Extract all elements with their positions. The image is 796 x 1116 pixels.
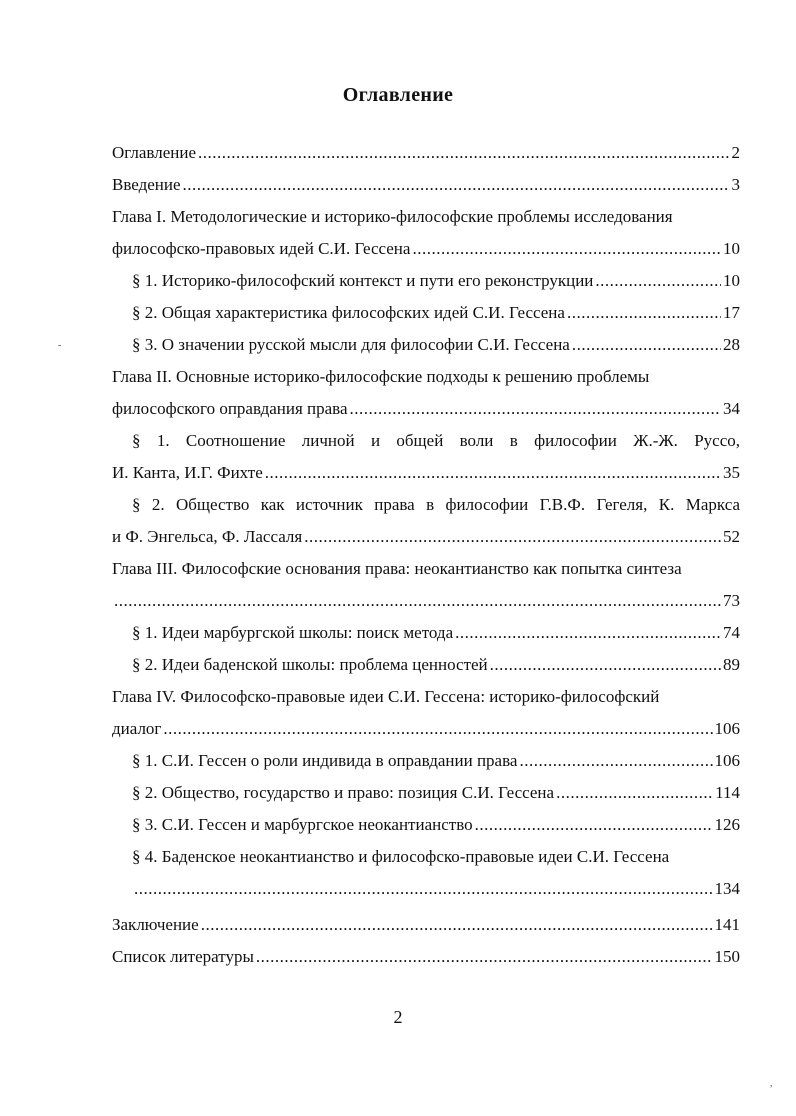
- toc-entry[interactable]: [112, 238, 740, 260]
- toc-label: § 1. Историко-философский контекст и пути его реконструкции: [132, 271, 594, 290]
- toc-page: 134: [714, 879, 740, 898]
- toc-entry[interactable]: [132, 814, 740, 836]
- toc-label: § 2. Общество, государство и право: позиция С.И. Гессена: [132, 783, 555, 802]
- toc-leader: [256, 946, 713, 968]
- toc-leader: [455, 622, 721, 644]
- toc-leader: [475, 814, 713, 836]
- toc-entry-heading: § 1. Соотношение личной и общей воли в философии Ж.-Ж. Руссо,: [132, 431, 740, 450]
- toc-leader: [519, 750, 712, 772]
- toc-entry[interactable]: [132, 334, 740, 356]
- toc-page: 74: [723, 623, 740, 642]
- toc-page: 17: [723, 303, 740, 322]
- toc-entry[interactable]: [132, 270, 740, 292]
- toc-page: 106: [714, 719, 740, 738]
- toc-label: § 1. С.И. Гессен о роли индивида в оправдании права: [132, 751, 518, 770]
- toc-leader: [490, 654, 721, 676]
- toc-leader: [572, 334, 721, 356]
- toc-label: диалог: [112, 719, 162, 738]
- toc-page: 141: [714, 915, 740, 934]
- toc-leader: [265, 462, 721, 484]
- toc-entry-heading: § 4. Баденское неокантианство и философско-правовые идеи С.И. Гессена: [132, 847, 670, 866]
- toc-page: 35: [723, 463, 740, 482]
- toc-label: § 3. О значении русской мысли для философии С.И. Гессена: [132, 335, 570, 354]
- toc-entry[interactable]: [132, 782, 740, 804]
- toc-page: 106: [714, 751, 740, 770]
- toc-leader: [114, 590, 721, 612]
- toc-entry[interactable]: [112, 526, 740, 548]
- toc-entry[interactable]: [112, 590, 740, 612]
- toc-label: Оглавление: [112, 143, 196, 162]
- toc-entry[interactable]: [112, 398, 740, 420]
- toc-leader: [595, 270, 721, 292]
- toc-entry-heading: Глава I. Методологические и историко-философские проблемы исследования: [112, 207, 673, 226]
- toc-leader: [412, 238, 721, 260]
- toc-leader: [198, 142, 730, 164]
- toc-page: 28: [723, 335, 740, 354]
- toc-label: и Ф. Энгельса, Ф. Лассаля: [112, 527, 303, 546]
- toc-label: § 3. С.И. Гессен и марбургское неокантианство: [132, 815, 473, 834]
- scan-speck: ,: [770, 1078, 773, 1089]
- toc-entry[interactable]: [132, 750, 740, 772]
- toc-label: философско-правовых идей С.И. Гессена: [112, 239, 411, 258]
- toc-entry[interactable]: [112, 462, 740, 484]
- toc-leader: [201, 914, 713, 936]
- toc-page: 34: [723, 399, 740, 418]
- toc-page: 114: [715, 783, 740, 802]
- toc-entry[interactable]: [112, 142, 740, 164]
- toc-leader: [134, 878, 713, 900]
- toc-label: § 2. Общая характеристика философских идей С.И. Гессена: [132, 303, 565, 322]
- toc-leader: [567, 302, 721, 324]
- toc-leader: [556, 782, 713, 804]
- toc-page: 10: [723, 239, 740, 258]
- toc-leader: [304, 526, 721, 548]
- toc-leader: [350, 398, 721, 420]
- toc-entry[interactable]: [112, 174, 740, 196]
- toc-entry[interactable]: [132, 878, 740, 900]
- toc-page: 89: [723, 655, 740, 674]
- page-title: Оглавление: [342, 84, 454, 106]
- toc-leader: [163, 718, 712, 740]
- toc-page: 150: [714, 947, 740, 966]
- toc-entry[interactable]: [112, 718, 740, 740]
- toc-entry[interactable]: [132, 622, 740, 644]
- toc-entry-heading: Глава II. Основные историко-философские подходы к решению проблемы: [112, 367, 650, 386]
- toc-label: § 2. Идеи баденской школы: проблема ценностей: [132, 655, 488, 674]
- toc-label: И. Канта, И.Г. Фихте: [112, 463, 263, 482]
- toc-page: 3: [731, 175, 740, 194]
- page-number: 2: [393, 1007, 403, 1027]
- toc-label: Введение: [112, 175, 181, 194]
- toc-label: § 1. Идеи марбургской школы: поиск метода: [132, 623, 454, 642]
- toc-entry-heading: Глава IV. Философско-правовые идеи С.И. Гессена: историко-философский: [112, 687, 660, 706]
- toc-entry[interactable]: [132, 302, 740, 324]
- toc-page: 10: [723, 271, 740, 290]
- toc-entry[interactable]: [112, 946, 740, 968]
- toc-label: Заключение: [112, 915, 199, 934]
- toc-leader: [183, 174, 730, 196]
- toc-label: философского оправдания права: [112, 399, 348, 418]
- toc-page: 73: [723, 591, 740, 610]
- toc-label: Список литературы: [112, 947, 254, 966]
- toc-entry-heading: Глава III. Философские основания права: неокантианство как попытка синтеза: [112, 559, 682, 578]
- toc-page: 2: [731, 143, 740, 162]
- scan-speck: -: [58, 340, 62, 351]
- toc-page: 52: [723, 527, 740, 546]
- toc-entry[interactable]: [112, 914, 740, 936]
- toc-page: 126: [714, 815, 740, 834]
- toc-entry[interactable]: [132, 654, 740, 676]
- toc-entry-heading: § 2. Общество как источник права в философии Г.В.Ф. Гегеля, К. Маркса: [132, 495, 740, 514]
